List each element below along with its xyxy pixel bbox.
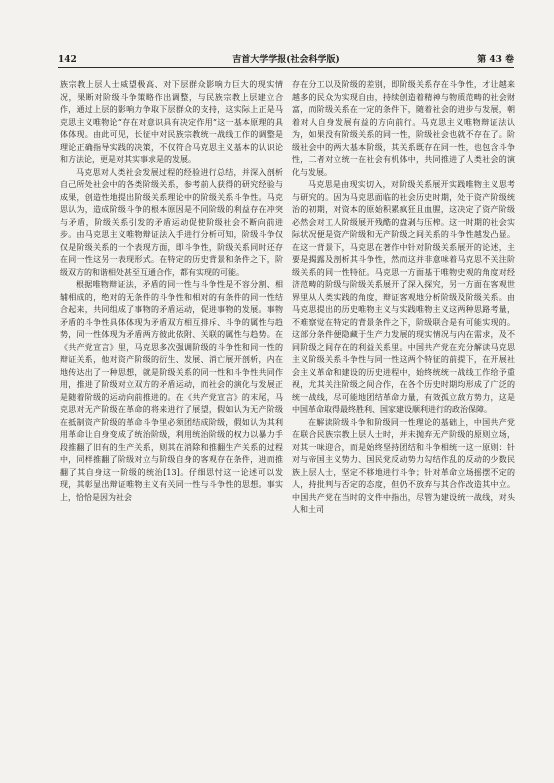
volume-label: 第 43 卷 [477, 55, 514, 65]
paragraph: 根据唯物辩证法，矛盾的同一性与斗争性是不容分割、相辅相成的，绝对的无条件的斗争性和相对的有条件的同一性结合起来，共同组成了事物的矛盾运动，促进事物的发展。事物矛盾的斗争性具体体现为矛盾双方相互排斥、斗争的属性与趋势，同一性体现为矛盾两方彼此依附、关联的属性与趋势。在《共产党宣言》里，马克思多次强调阶级的斗争性和同一性的辩证关系，他对资产阶级的衍生、发展、消亡展开剖析，内在地传达出了一种思想，就是阶级关系的同一性和斗争性共同作用，推进了阶级对立双方的矛盾运动，而社会的演化与发展正是随着阶级的运动向前推进的。在《共产党宣言》的末尾，马克思对无产阶级在革命的将来进行了展望，假如认为无产阶级在抵制资产阶级的革命斗争里必须团结成阶级，假如认为其利用革命让自身变成了统治阶级，利用统治阶级的权力以暴力手段推翻了旧有的生产关系，则其在消除和推翻生产关系的过程中，同样推翻了阶级对立与阶级自身的客观存在条件，进而推翻了其自身这一阶级的统治[13]。仔细思忖这一论述可以发现，其彰显出辩证唯物主义有关同一性与斗争性的思想。事实上，恰恰是因为社会 [60, 280, 283, 502]
page-number: 142 [58, 55, 77, 65]
right-column [292, 79, 515, 517]
paragraph: 马克思对人类社会发展过程的经验进行总结，并深入剖析自己所处社会中的各类阶级关系，参考前人获得的研究经验与成果，创造性地提出阶级关系理论中的阶级关系斗争性。马克思认为，造成阶级斗争的根本原因是不同阶级的利益存在冲突与矛盾，阶级关系引发的矛盾运动促使阶级社会不断向前进步。由马克思主义唯物辩证法入手进行分析可知，阶级斗争仅仅是阶级关系的一个表现方面，即斗争性，阶级关系同时还存在同一性这另一表现形式。在特定的历史背景和条件之下，阶级双方的和谐相处甚至互通合作，都有实现的可能。 [60, 167, 283, 277]
paragraph: 族宗教上层人士威望极高、对下层群众影响力巨大的现实情况，果断对阶级斗争策略作出调整，与民族宗教上层建立合作，通过上层的影响力争取下层群众的支持，这实际上正是马克思主义唯物论“存在对意识具有决定作用”这一基本原理的具体体现。由此可见，长征中对民族宗教统一战线工作的调整是理论正确指导实践的决策，不仅符合马克思主义基本的认识论和方法论，更是对其实事求是的发展。 [60, 80, 283, 164]
left-column [60, 79, 283, 504]
paragraph: 存在分工以及阶级的差别，即阶级关系存在斗争性，才让越来越多的民众为实现自由，持续创造着精神与物质范畴的社会财富，而阶级关系在一定的条件下，随着社会的进步与发展，朝着对人自身发展有益的方向前行。马克思主义唯物辩证法认为，如果没有阶级关系的同一性，阶级社会也就不存在了。阶级社会中的两大基本阶级，其关系既存在同一性，也包含斗争性，二者对立统一在社会有机体中，共同推进了人类社会的演化与发展。 [292, 80, 515, 177]
paragraph: 在解读阶级斗争和阶级同一性理论的基础上，中国共产党在联合民族宗教上层人士时，并未抛弃无产阶级的原则立场，对其一味迎合，而是始终坚持团结和斗争相统一这一原则：针对与帝国主义势力、国民党反动势力勾结作乱的反动的少数民族上层人士，坚定不移地进行斗争；针对革命立场摇摆不定的人，持批判与否定的态度，但仍不放弃与其合作改造其中立。中国共产党在当时的文件中指出，尽管为建设统一战线，对头人和土司 [292, 417, 515, 514]
journal-title: 吉首大学学报(社会科学版) [232, 55, 340, 65]
page-header [58, 53, 514, 68]
paragraph: 马克思是由现实切入，对阶级关系展开实践唯物主义思考与研究的。因为马克思面临的社会历史时期，处于资产阶级统治的初期，对资本的原始积累疯狂且血腥，这决定了资产阶级必然会对工人阶级展开残酷的盘剥与压榨。这一时期的社会实际状况便是资产阶级和无产阶级之间关系的斗争性越发凸显。在这一背景下，马克思在著作中针对阶级关系展开的论述，主要是揭露及剖析其斗争性，然而这并非意味着马克思不关注阶级关系的同一性特征。马克思一方面基于唯物史观的角度对经济范畴的阶级与阶级关系展开了深入探究，另一方面在客观世界里从人类实践的角度，辩证客观地分析阶级及阶级关系。由马克思提出的历史唯物主义与实践唯物主义这两种思路考量，不难察觉在特定的背景条件之下，阶级联合是有可能实现的。这部分条件便隐藏于生产力发展的现实情况与内在需求，及不同阶级之间存在的利益关系里。中国共产党在充分解读马克思主义阶级关系斗争性与同一性这两个特征的前提下，在开展社会主义革命和建设的历史进程中，始终统统一战线工作给予重视，尤其关注阶级之间合作，在各个历史时期均形成了广泛的统一战线，尽可能地团结革命力量，有效孤立敌方势力，这是中国革命取得最终胜利、国家建设顺利进行的政治保障。 [292, 180, 515, 414]
